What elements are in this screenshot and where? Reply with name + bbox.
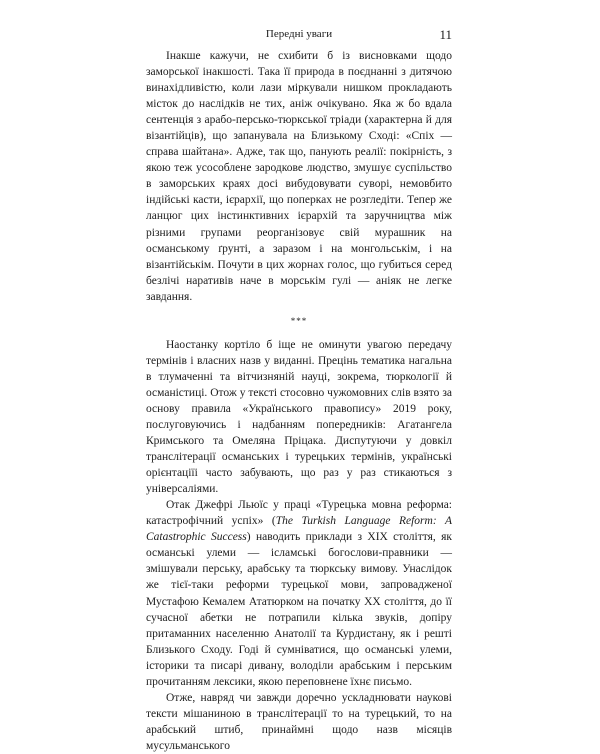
page-number: 11 (439, 27, 452, 42)
paragraph-3-start: Отак Джефрі Льюїс у праці «Турецька мовна реформа: катастрофічний успіх» ( (146, 499, 452, 528)
paragraph-3 (146, 497, 452, 690)
paragraph-3-rest: ) наводить приклади з XIX століття, як османські улеми — ісламські богослови-правники — змішували перську, арабську та тюркську вимову. Унаслідок же тієї-таки реформи турецької мови, запровадженої Мустафою Кемалем Ататюрком на початку XX століття, до її сучасної абетки не потрапили кілька звуків, допіру притаманних населенню Анатолії та Курдистану, як і решті Близького Сходу. Годі й сумніватися, що османські улеми, історики та писарі дивану, володіли арабським і перським прочитанням лексики, якою переповнене їхнє письмо. (146, 531, 452, 688)
paragraph-2: Наостанку кортіло б іще не оминути увагою передачу термінів і власних назв у виданні. Прецінь тематика нагальна в тлумаченні та вітчизняній науці, зокрема, тюркології й османістиці. Отож у тексті стосовно чужомовних слів взято за основу правила «Українського правопису» 2019 року, послуговуючись і надбанням попередників: Агатангела Кримського та Омеляна Пріцака. Диспутуючи у довкіл транслітерації османських і турецьких термінів, українські орієнтаціїі часто забувають, що раз у раз стикаються з універсаліями. (146, 338, 452, 496)
book-title-italic: The Turkish Language Reform: A Catastrophic Success (146, 515, 452, 544)
main-text (146, 48, 452, 754)
paragraph-1: Інакше кажучи, не схибити б із висновками щодо заморської інакшості. Така її природа в поєднанні з дитячою винахідливістю, коли лази міркували нишком прокладають місток до наслідків не тих, аніж очікувано. Яка ж бо вдала сентенція з арабо-персько-тюркської тріади (характерна й для візантійців), що запанувала на Близькому Сході: «Спіх — справа шайтана». Адже, так що, панують реалії: покірність, з якою теж усособлене зародкове людство, змушує суспільство в заморських краях досі вибудовувати суворі, немовбито індійські касти, ієрархії, що поперках не розгледіти. Тепер же ланцюг цих інстинктивних ієрархій та заручництва між різними групами реорганізовує свій мурашник на османському ґрунті, а заразом і на монгольськім, і на візантійськім. Почути в цих жорнах голос, що губиться серед безлічі наративів наче в морськім гулі — аніяк не легке завдання. (146, 50, 452, 303)
running-head (146, 27, 452, 43)
running-title: Передні уваги (265, 28, 333, 40)
section-separator: *** (290, 315, 308, 326)
paragraph-4: Отже, навряд чи завжди доречно ускладнювати наукові тексти мішаниною в транслітерації то на турецький, то на арабський штиб, принаймні щодо назв місяців мусульманського (146, 691, 452, 752)
